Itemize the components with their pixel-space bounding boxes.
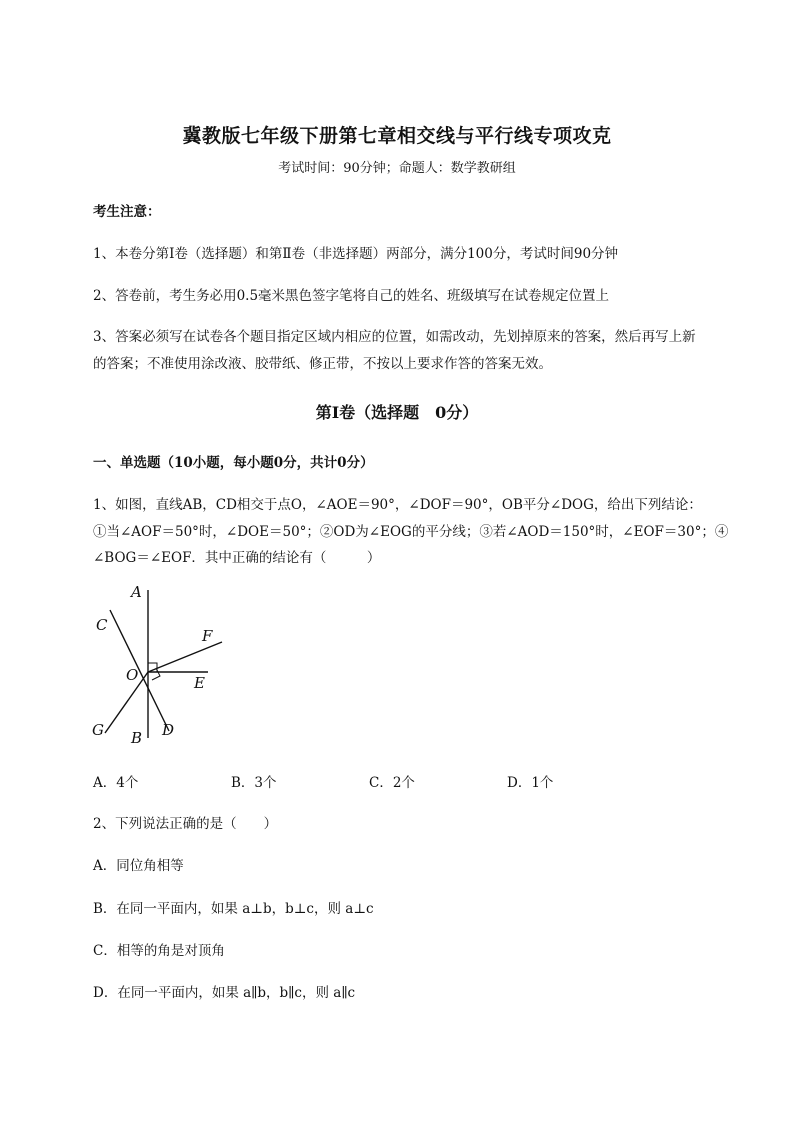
label-g: G — [92, 721, 104, 739]
q1-option-d: D．1个 — [507, 775, 554, 791]
label-a: A — [131, 583, 142, 601]
q1-stem-line2: ①当∠AOF＝50°时，∠DOE＝50°；②OD为∠EOG的平分线；③若∠AOD＝150°时，∠EOF＝30°；④ — [93, 524, 729, 540]
label-c: C — [96, 616, 108, 634]
q1-stem-line1: 1、如图，直线AB，CD相交于点O，∠AOE＝90°，∠DOF＝90°，OB平分∠DOG，给出下列结论： — [93, 497, 702, 513]
exam-subtitle: 考试时间：90分钟；命题人：数学教研组 — [278, 161, 516, 176]
notice-item-3-cont: 的答案；不准使用涂改液、胶带纸、修正带，不按以上要求作答的答案无效。 — [93, 356, 552, 372]
notice-item-2: 2、答卷前，考生务必用0.5毫米黑色签字笔将自己的姓名、班级填写在试卷规定位置上 — [93, 288, 610, 304]
label-f: F — [202, 627, 213, 645]
q1-stem-line3: ∠BOG＝∠EOF．其中正确的结论有（ ） — [93, 550, 381, 566]
label-b: B — [131, 729, 143, 747]
q1-option-a: A．4个 — [93, 775, 139, 791]
section-title: 第Ⅰ卷（选择题 0分） — [315, 403, 479, 422]
label-e: E — [194, 674, 205, 692]
notice-item-1: 1、本卷分第Ⅰ卷（选择题）和第Ⅱ卷（非选择题）两部分，满分100分，考试时间90分钟 — [93, 246, 619, 262]
q1-option-b: B．3个 — [231, 775, 277, 791]
q2-stem: 2、下列说法正确的是（ ） — [93, 816, 278, 832]
label-o: O — [126, 666, 139, 684]
q2-option-d: D．在同一平面内，如果 a∥b，b∥c，则 a∥c — [93, 985, 356, 1001]
part-heading: 一、单选题（10小题，每小题0分，共计0分） — [93, 455, 374, 471]
ray-of — [148, 642, 222, 672]
notice-heading: 考生注意： — [93, 204, 161, 220]
notice-item-3: 3、答案必须写在试卷各个题目指定区域内相应的位置，如需改动，先划掉原来的答案，然后再写上新 — [93, 329, 696, 345]
q1-option-c: C．2个 — [369, 775, 415, 791]
q2-option-c: C．相等的角是对顶角 — [93, 943, 225, 959]
page-title: 冀教版七年级下册第七章相交线与平行线专项攻克 — [182, 125, 612, 147]
label-d: D — [162, 721, 175, 739]
q2-option-a: A．同位角相等 — [93, 858, 184, 874]
q2-option-b: B．在同一平面内，如果 a⊥b，b⊥c，则 a⊥c — [93, 901, 374, 917]
q1-figure — [85, 578, 235, 748]
